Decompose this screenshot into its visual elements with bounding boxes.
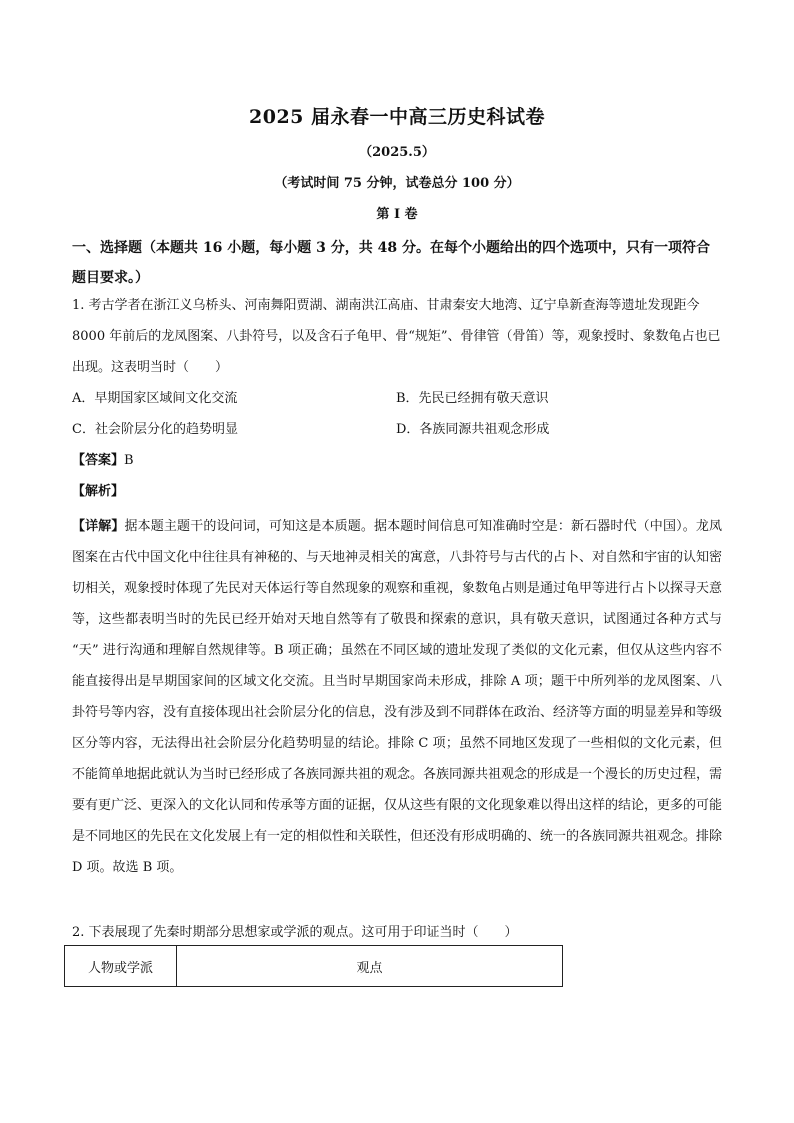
analysis-line xyxy=(72,482,124,502)
detail-explanation xyxy=(72,511,722,883)
question-1-option-a: A．早期国家区域间文化交流 xyxy=(72,391,238,406)
detail-label: 【详解】 xyxy=(72,519,125,534)
answer-label: 【答案】 xyxy=(72,453,125,468)
section-heading: 一、选择题（本题共 16 小题，每小题 3 分，共 48 分。在每个小题给出的四个选项中，只有一项符合题目要求。） xyxy=(72,240,710,286)
table-header-row xyxy=(65,946,563,987)
table-header-cell: 人物或学派 xyxy=(65,946,177,987)
answer-line xyxy=(72,451,134,471)
table-header-cell: 观点 xyxy=(177,946,563,987)
question-1-stem: 1. 考古学者在浙江义乌桥头、河南舞阳贾湖、湖南洪江高庙、甘肃秦安大地湾、辽宁阜新查海等遗址发现距今 8000 年前后的龙凤图案、八卦符号，以及含石子龟甲、骨“规矩”、骨律管（骨笛）等，观象授时、象数龟占也已出现。这表明当时（ ） xyxy=(72,298,721,375)
question-1-option-b: B．先民已经拥有敬天意识 xyxy=(396,391,549,406)
question-1-option-c: C．社会阶层分化的趋势明显 xyxy=(72,422,238,437)
question-2-stem: 2. 下表展现了先秦时期部分思想家或学派的观点。这可用于印证当时（ ） xyxy=(72,925,518,940)
question-2-table xyxy=(64,945,563,987)
exam-date: （2025.5） xyxy=(359,145,435,160)
answer-value: B xyxy=(124,453,134,468)
detail-text: 据本题主题干的设问词，可知这是本质题。据本题时间信息可知准确时空是：新石器时代（中国）。龙凤图案在古代中国文化中往往具有神秘的、与天地神灵相关的寓意，八卦符号与古代的占卜、对自然和宇宙的认知密切相关，观象授时体现了先民对天体运行等自然现象的观察和重视，象数龟占则是通过龟甲等进行占卜以探寻天意等，这些都表明当时的先民已经开始对天地自然等有了敬畏和探索的意识，具有敬天意识，试图通过各种方式与 “天” 进行沟通和理解自然规律等。B 项正确；虽然在不同区域的遗址发现了类似的文化元素，但仅从这些内容不能直接得出是早期国家间的区域文化交流。且当时早期国家尚未形成，排除 A 项；题干中所列举的龙凤图案、八卦符号等内容，没有直接体现出社会阶层分化的信息，没有涉及到不同群体在政治、经济等方面的明显差异和等级区分等内容，无法得出社会阶层分化趋势明显的结论。排除 C 项；虽然不同地区发现了一些相似的文化元素，但不能简单地据此就认为当时已经形成了各族同源共祖的观念。各族同源共祖观念的形成是一个漫长的历史过程，需要有更广泛、更深入的文化认同和传承等方面的证据，仅从这些有限的文化现象难以得出这样的结论，更多的可能是不同地区的先民在文化发展上有一定的相似性和关联性，但还没有形成明确的、统一的各族同源共祖观念。排除 D 项。故选 B 项。 xyxy=(72,519,723,875)
question-1-option-d: D．各族同源共祖观念形成 xyxy=(396,422,550,437)
volume-label: 第 I 卷 xyxy=(376,207,418,222)
analysis-label: 【解析】 xyxy=(72,484,125,499)
exam-info: （考试时间 75 分钟，试卷总分 100 分） xyxy=(274,176,520,191)
exam-title: 2025 届永春一中高三历史科试卷 xyxy=(249,106,545,128)
